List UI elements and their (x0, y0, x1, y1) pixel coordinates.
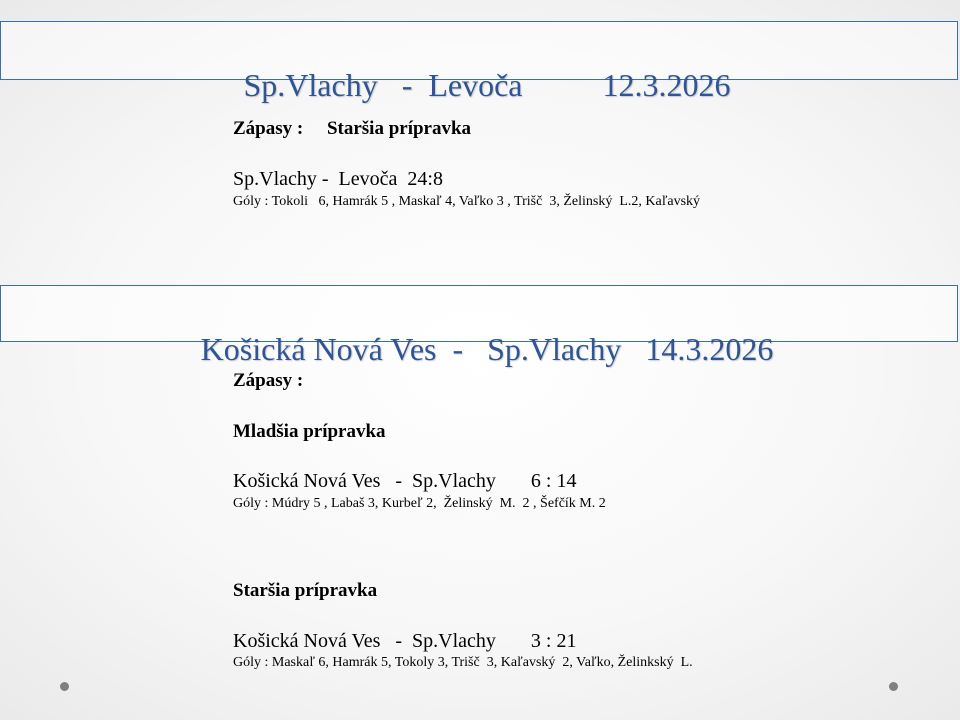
match1-title-box (0, 21, 958, 103)
older-goals-line: Góly : Maskaľ 6, Hamrák 5, Tokoly 3, Trišč 3, Kaľavský 2, Vaľko, Želinkský L. (233, 655, 693, 670)
match1-goals-line: Góly : Tokoli 6, Hamrák 5 , Maskaľ 4, Vaľko 3 , Trišč 3, Želinský L.2, Kaľavský (233, 194, 701, 209)
match2-title-box (0, 285, 958, 367)
match1-section-label: Zápasy : Staršia prípravka (233, 118, 472, 139)
match1-title: Sp.Vlachy - Levoča 12.3.2026 (243, 67, 731, 103)
nav-dot-left (60, 682, 69, 691)
match2-title: Košická Nová Ves - Sp.Vlachy 14.3.2026 (200, 331, 774, 367)
younger-goals-line: Góly : Múdry 5 , Labaš 3, Kurbeľ 2, Želinský M. 2 , Šefčík M. 2 (233, 496, 606, 511)
nav-dot-right (889, 682, 898, 691)
older-score-line: Košická Nová Ves - Sp.Vlachy 3 : 21 (233, 630, 577, 652)
younger-category-label: Mladšia prípravka (233, 421, 386, 442)
match1-score-line: Sp.Vlachy - Levoča 24:8 (233, 168, 443, 190)
older-category-label: Staršia prípravka (233, 580, 378, 601)
younger-score-line: Košická Nová Ves - Sp.Vlachy 6 : 14 (233, 470, 577, 492)
match2-section-label: Zápasy : (233, 370, 304, 391)
